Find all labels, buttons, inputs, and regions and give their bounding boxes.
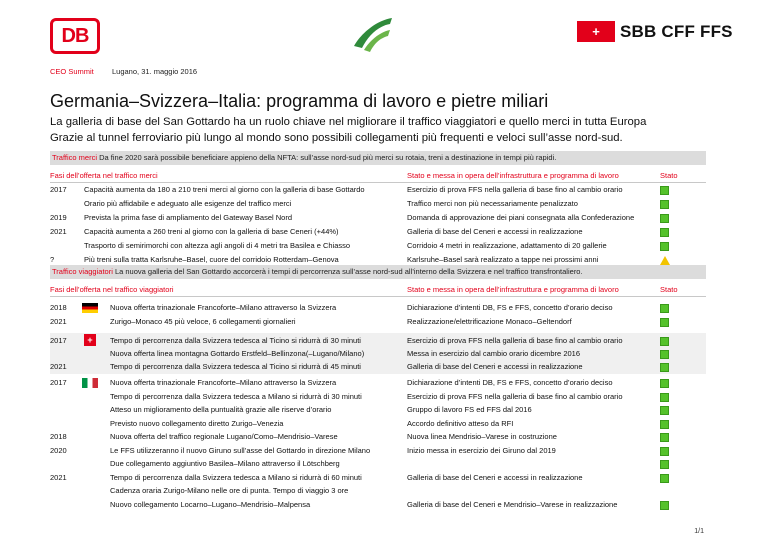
row-year: 2017 xyxy=(50,336,67,345)
row-status-text: Accordo definitivo atteso da RFI xyxy=(407,418,514,428)
passenger-col-right: Stato e messa in opera dell’infrastruttura e programma di lavoro xyxy=(407,285,619,294)
row-offer: Zurigo–Monaco 45 più veloce, 6 collegamenti giornalieri xyxy=(110,317,296,326)
row-offer: Previsto nuovo collegamento diretto Zurigo–Venezia xyxy=(110,418,284,428)
row-offer: Nuovo collegamento Locarno–Lugano–Mendrisio–Malpensa xyxy=(110,499,311,509)
row-status-text: Nuova linea Mendrisio–Varese in costruzione xyxy=(407,432,557,441)
freight-col-right: Stato e messa in opera dell’infrastruttura e programma di lavoro xyxy=(407,171,619,180)
swiss-cross-icon: + xyxy=(577,21,615,42)
row-status-text: Realizzazione/elettrificazione Monaco–Geltendorf xyxy=(407,317,572,326)
table-row xyxy=(50,198,706,210)
table-row xyxy=(50,391,706,403)
freight-col-left: Fasi dell’offerta nel traffico merci xyxy=(50,171,158,180)
table-row xyxy=(50,348,706,360)
row-status-text: Dichiarazione d’intenti DB, FS e FFS, concetto d’orario deciso xyxy=(407,378,613,387)
status-green-icon xyxy=(660,393,669,402)
table-row xyxy=(50,499,706,511)
status-green-icon xyxy=(660,200,669,209)
row-offer: Trasporto di semirimorchi con altezza agli angoli di 4 metri tra Basilea e Chiasso xyxy=(84,241,351,250)
row-offer: Capacità aumenta a 260 treni al giorno con la galleria di base Ceneri (+44%) xyxy=(84,227,339,236)
row-status-text: Messa in esercizio dal cambio orario dicembre 2016 xyxy=(407,349,580,358)
table-row xyxy=(50,212,706,224)
row-status-text: Galleria di base del Ceneri e accessi in realizzazione xyxy=(407,362,583,371)
table-row xyxy=(50,458,706,470)
table-row xyxy=(50,472,706,484)
row-year: 2021 xyxy=(50,472,67,482)
subtitle-1: La galleria di base del San Gottardo ha un ruolo chiave nel migliorare il traffico viaggiatori e quello merci in tutta Europa xyxy=(50,116,647,128)
status-green-icon xyxy=(660,379,669,388)
row-year: 2021 xyxy=(50,227,67,236)
table-row xyxy=(50,361,706,373)
row-offer: Tempo di percorrenza dalla Svizzera tedesca a Milano si ridurrà di 60 minuti xyxy=(110,472,362,482)
row-offer: Più treni sulla tratta Karlsruhe–Basel, cuore del corridoio Rotterdam–Genova xyxy=(84,255,339,264)
row-status-text: Karlsruhe–Basel sarà realizzato a tappe nei prossimi anni xyxy=(407,255,599,264)
row-offer: Capacità aumenta da 180 a 210 treni merci al giorno con la galleria di base Gottardo xyxy=(84,185,365,194)
sbb-logo: + SBB CFF FFS xyxy=(577,21,733,42)
table-row xyxy=(50,404,706,416)
status-green-icon xyxy=(660,228,669,237)
status-warning-icon xyxy=(660,256,670,265)
row-offer: Tempo di percorrenza dalla Svizzera tedesca al Ticino si ridurrà di 45 minuti xyxy=(110,362,361,371)
status-green-icon xyxy=(660,433,669,442)
row-status-text: Galleria di base del Ceneri e accessi in realizzazione xyxy=(407,227,583,236)
passenger-col-status: Stato xyxy=(660,285,678,294)
row-status-text: Corridoio 4 metri in realizzazione, adattamento di 20 gallerie xyxy=(407,241,607,250)
row-status-text: Esercizio di prova FFS nella galleria di base fino al cambio orario xyxy=(407,336,623,345)
page-title: Germania–Svizzera–Italia: programma di lavoro e pietre miliari xyxy=(50,91,549,111)
table-row xyxy=(50,226,706,238)
passenger-col-left: Fasi dell’offerta nel traffico viaggiatori xyxy=(50,285,174,294)
row-offer: Prevista la prima fase di ampliamento del Gateway Basel Nord xyxy=(84,213,293,222)
row-status-text: Gruppo di lavoro FS ed FFS dal 2016 xyxy=(407,405,532,414)
row-year: 2017 xyxy=(50,185,67,194)
row-status-text: Esercizio di prova FFS nella galleria di base fino al cambio orario xyxy=(407,391,623,401)
divider xyxy=(50,182,706,183)
db-logo: DB xyxy=(50,18,100,54)
status-green-icon xyxy=(660,304,669,313)
row-year: 2021 xyxy=(50,362,67,371)
row-offer: Due collegamento aggiuntivo Basilea–Milano attraverso il Lötschberg xyxy=(110,459,340,468)
row-year: 2019 xyxy=(50,213,67,222)
row-status-text: Galleria di base del Ceneri e Mendrisio–Varese in realizzazione xyxy=(407,499,618,509)
row-offer: Tempo di percorrenza dalla Svizzera tedesca al Ticino si ridurrà di 30 minuti xyxy=(110,336,361,345)
table-row xyxy=(50,485,706,497)
table-row xyxy=(50,302,706,314)
subtitle-2: Grazie al tunnel ferroviario più lungo al mondo sono possibili collegamenti più frequenti e veloci sull’asse nord-sud. xyxy=(50,132,623,144)
passenger-band: Traffico viaggiatori La nuova galleria del San Gottardo accorcerà i tempi di percorrenza sull’asse nord-sud all’interno della Svizzera e nel traffico transfrontaliero. xyxy=(50,265,706,279)
meta-line xyxy=(50,67,197,76)
status-green-icon xyxy=(660,474,669,483)
swiss-flag-icon: + xyxy=(84,334,96,346)
row-year: 2017 xyxy=(50,378,67,387)
status-green-icon xyxy=(660,337,669,346)
row-year: ? xyxy=(50,255,55,264)
status-green-icon xyxy=(660,186,669,195)
table-row xyxy=(50,184,706,196)
table-row xyxy=(50,418,706,430)
table-row xyxy=(50,377,706,389)
row-offer: Nuova offerta linea montagna Gottardo Erstfeld–Bellinzona(–Lugano/Milano) xyxy=(110,349,365,358)
status-green-icon xyxy=(660,363,669,372)
row-offer: Atteso un miglioramento della puntualità grazie alle riserve d’orario xyxy=(110,405,332,414)
status-green-icon xyxy=(660,406,669,415)
row-status-text: Galleria di base del Ceneri e accessi in realizzazione xyxy=(407,472,583,482)
status-green-icon xyxy=(660,214,669,223)
date-label: Lugano, 31. maggio 2016 xyxy=(112,67,198,76)
freight-band: Traffico merci Da fine 2020 sarà possibile beneficiare appieno della NFTA: sull’asse nord-sud più merci su rotaia, treni a destinazione in tempi più rapidi. xyxy=(50,151,706,165)
page-number: 1/1 xyxy=(694,528,704,535)
table-row xyxy=(50,445,706,457)
row-offer: Cadenza oraria Zurigo-Milano nelle ore di punta. Tempo di viaggio 3 ore xyxy=(110,486,349,495)
row-year: 2018 xyxy=(50,432,67,441)
row-status-text: Domanda di approvazione dei piani consegnata alla Confederazione xyxy=(407,213,635,222)
row-offer: Le FFS utilizzeranno il nuovo Giruno sull’asse del Gottardo in direzione Milano xyxy=(110,445,371,455)
status-green-icon xyxy=(660,350,669,359)
row-offer: Nuova offerta del traffico regionale Lugano/Como–Mendrisio–Varese xyxy=(110,432,338,441)
row-status-text: Dichiarazione d’intenti DB, FS e FFS, concetto d’orario deciso xyxy=(407,303,613,312)
row-year: 2021 xyxy=(50,317,67,326)
status-green-icon xyxy=(660,501,669,510)
summit-label: CEO Summit xyxy=(50,67,94,76)
row-offer: Nuova offerta trinazionale Francoforte–Milano attraverso la Svizzera xyxy=(110,378,337,387)
status-green-icon xyxy=(660,242,669,251)
table-row xyxy=(50,316,706,328)
row-offer: Orario più affidabile e adeguato alle esigenze del traffico merci xyxy=(84,199,292,208)
divider xyxy=(50,296,706,297)
row-status-text: Traffico merci non più necessariamente penalizzato xyxy=(407,199,578,208)
row-offer: Tempo di percorrenza dalla Svizzera tedesca a Milano si ridurrà di 30 minuti xyxy=(110,391,362,401)
status-green-icon xyxy=(660,318,669,327)
table-row xyxy=(50,335,706,347)
row-status-text: Esercizio di prova FFS nella galleria di base fino al cambio orario xyxy=(407,185,623,194)
status-green-icon xyxy=(660,420,669,429)
row-status-text: Inizio messa in esercizio dei Giruno dal 2019 xyxy=(407,445,556,455)
fs-logo xyxy=(348,12,396,52)
row-offer: Nuova offerta trinazionale Francoforte–Milano attraverso la Svizzera xyxy=(110,303,337,312)
status-green-icon xyxy=(660,447,669,456)
table-row xyxy=(50,240,706,252)
status-green-icon xyxy=(660,460,669,469)
freight-col-status: Stato xyxy=(660,171,678,180)
row-year: 2018 xyxy=(50,303,67,312)
row-year: 2020 xyxy=(50,445,67,455)
table-row xyxy=(50,431,706,443)
